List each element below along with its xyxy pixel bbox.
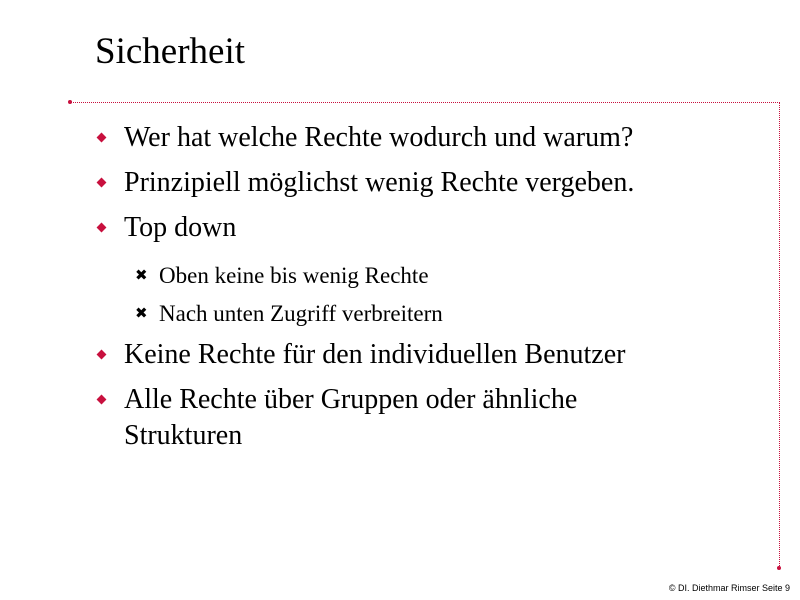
subbullet-text: Nach unten Zugriff verbreitern	[159, 301, 443, 326]
bullet-item	[95, 382, 669, 454]
bullet-item	[95, 337, 755, 373]
diamond-bullet-icon	[97, 223, 107, 233]
title-divider-vertical	[779, 102, 780, 568]
subbullet-list	[95, 261, 755, 329]
diamond-bullet-icon	[97, 178, 107, 188]
bullet-text: Prinzipiell möglichst wenig Rechte vergeben.	[124, 167, 635, 198]
cross-bullet-icon: ✖	[135, 266, 148, 284]
slide-content	[95, 120, 755, 463]
bullet-item	[95, 165, 755, 201]
slide-footer: © DI. Diethmar Rimser Seite 9	[668, 583, 790, 593]
title-divider-horizontal	[70, 102, 780, 103]
cross-bullet-icon: ✖	[135, 304, 148, 322]
bullet-item	[95, 210, 755, 246]
subbullet-item	[95, 261, 755, 291]
diamond-bullet-icon	[97, 350, 107, 360]
diamond-bullet-icon	[97, 395, 107, 405]
bullet-item	[95, 120, 755, 156]
bullet-text: Wer hat welche Rechte wodurch und warum?	[124, 122, 634, 153]
bullet-text: Keine Rechte für den individuellen Benutzer	[124, 339, 626, 370]
diamond-bullet-icon	[97, 133, 107, 143]
subbullet-item	[95, 299, 755, 329]
bullet-text: Top down	[124, 212, 237, 243]
bullet-text: Alle Rechte über Gruppen oder ähnliche Strukturen	[124, 384, 578, 451]
subbullet-text: Oben keine bis wenig Rechte	[159, 263, 429, 288]
divider-end-dot	[777, 566, 781, 570]
slide-title: Sicherheit	[95, 31, 246, 72]
